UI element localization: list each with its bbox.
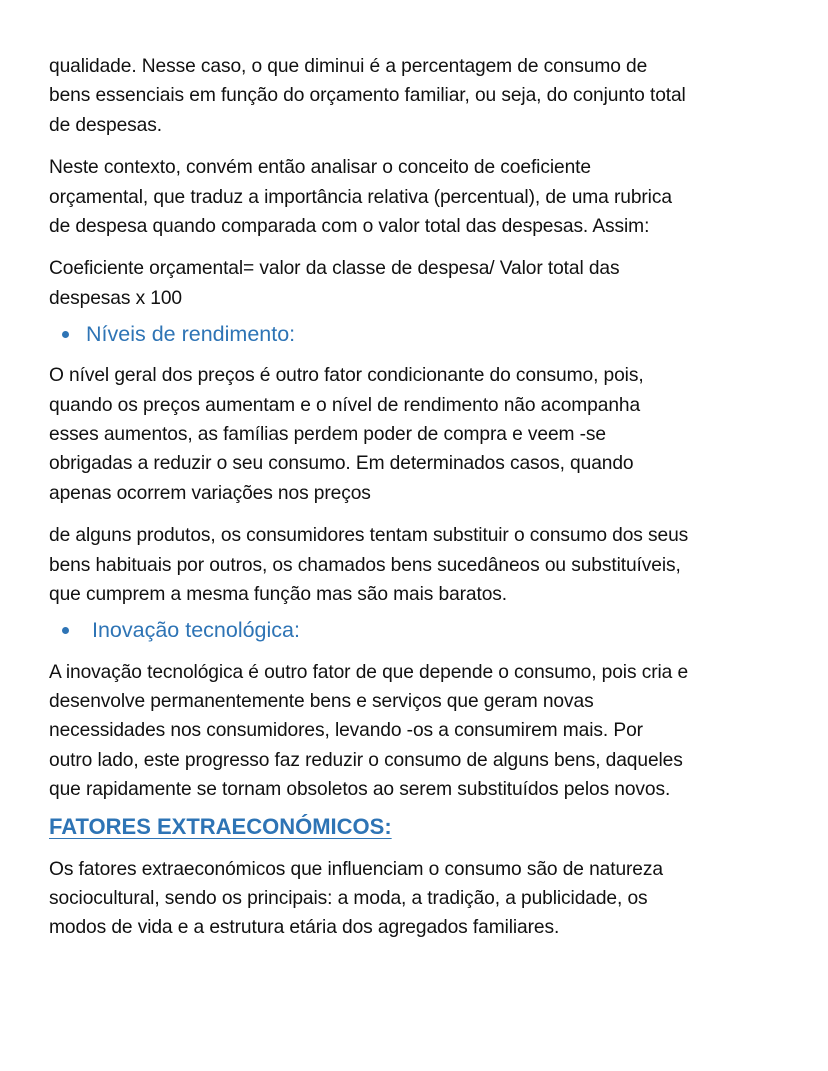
text-line: modos de vida e a estrutura etária dos agregados familiares.: [49, 917, 560, 939]
text-line: quando os preços aumentam e o nível de rendimento não acompanha: [49, 394, 641, 416]
paragraph-fatores-extraeconomicos: [49, 855, 789, 943]
text-line: esses aumentos, as famílias perdem poder de compra e veem -se: [49, 424, 606, 446]
text-line: de alguns produtos, os consumidores tentam substituir o consumo dos seus: [49, 525, 689, 547]
text-line: outro lado, este progresso faz reduzir o consumo de alguns bens, daqueles: [49, 749, 683, 771]
bullet-heading-niveis-rendimento: [49, 319, 789, 349]
paragraph-coeficiente-intro: [49, 153, 789, 241]
section-title-fatores-extraeconomicos: FATORES EXTRAECONÓMICOS:: [49, 813, 392, 839]
bullet-dot-icon: [62, 331, 69, 338]
text-line: O nível geral dos preços é outro fator condicionante do consumo, pois,: [49, 365, 644, 387]
bullet-heading-label: Níveis de rendimento:: [86, 321, 296, 346]
paragraph-coeficiente-formula: [49, 254, 789, 313]
bullet-heading-inovacao-tecnologica: [49, 616, 789, 646]
text-line: que cumprem a mesma função mas são mais baratos.: [49, 584, 508, 606]
text-line: Coeficiente orçamental= valor da classe de despesa/ Valor total das: [49, 258, 620, 280]
text-line: Os fatores extraeconómicos que influenciam o consumo são de natureza: [49, 858, 663, 880]
text-line: de despesas.: [49, 114, 162, 136]
text-line: que rapidamente se tornam obsoletos ao serem substituídos pelos novos.: [49, 779, 671, 801]
text-line: A inovação tecnológica é outro fator de que depende o consumo, pois cria e: [49, 661, 689, 683]
text-line: bens essenciais em função do orçamento familiar, ou seja, do conjunto total: [49, 85, 686, 107]
text-line: bens habituais por outros, os chamados bens sucedâneos ou substituíveis,: [49, 554, 681, 576]
paragraph-nivel-precos: [49, 361, 789, 508]
text-line: orçamental, que traduz a importância relativa (percentual), de uma rubrica: [49, 186, 672, 208]
paragraph-bens-sucedaneos: [49, 521, 789, 609]
text-line: desenvolve permanentemente bens e serviços que geram novas: [49, 690, 594, 712]
paragraph-consumo-bens-essenciais: [49, 52, 789, 140]
text-line: apenas ocorrem variações nos preços: [49, 482, 371, 504]
text-line: de despesa quando comparada com o valor total das despesas. Assim:: [49, 216, 650, 238]
bullet-heading-label: Inovação tecnológica:: [92, 618, 300, 642]
text-line: Neste contexto, convém então analisar o conceito de coeficiente: [49, 157, 591, 179]
paragraph-inovacao-tecnologica: [49, 658, 789, 805]
text-line: sociocultural, sendo os principais: a moda, a tradição, a publicidade, os: [49, 887, 648, 909]
text-line: necessidades nos consumidores, levando -os a consumirem mais. Por: [49, 720, 643, 742]
text-line: despesas x 100: [49, 287, 183, 309]
text-line: qualidade. Nesse caso, o que diminui é a percentagem de consumo de: [49, 56, 648, 77]
bullet-dot-icon: [62, 627, 69, 634]
text-line: obrigadas a reduzir o seu consumo. Em determinados casos, quando: [49, 453, 634, 475]
document-page: [49, 52, 789, 943]
